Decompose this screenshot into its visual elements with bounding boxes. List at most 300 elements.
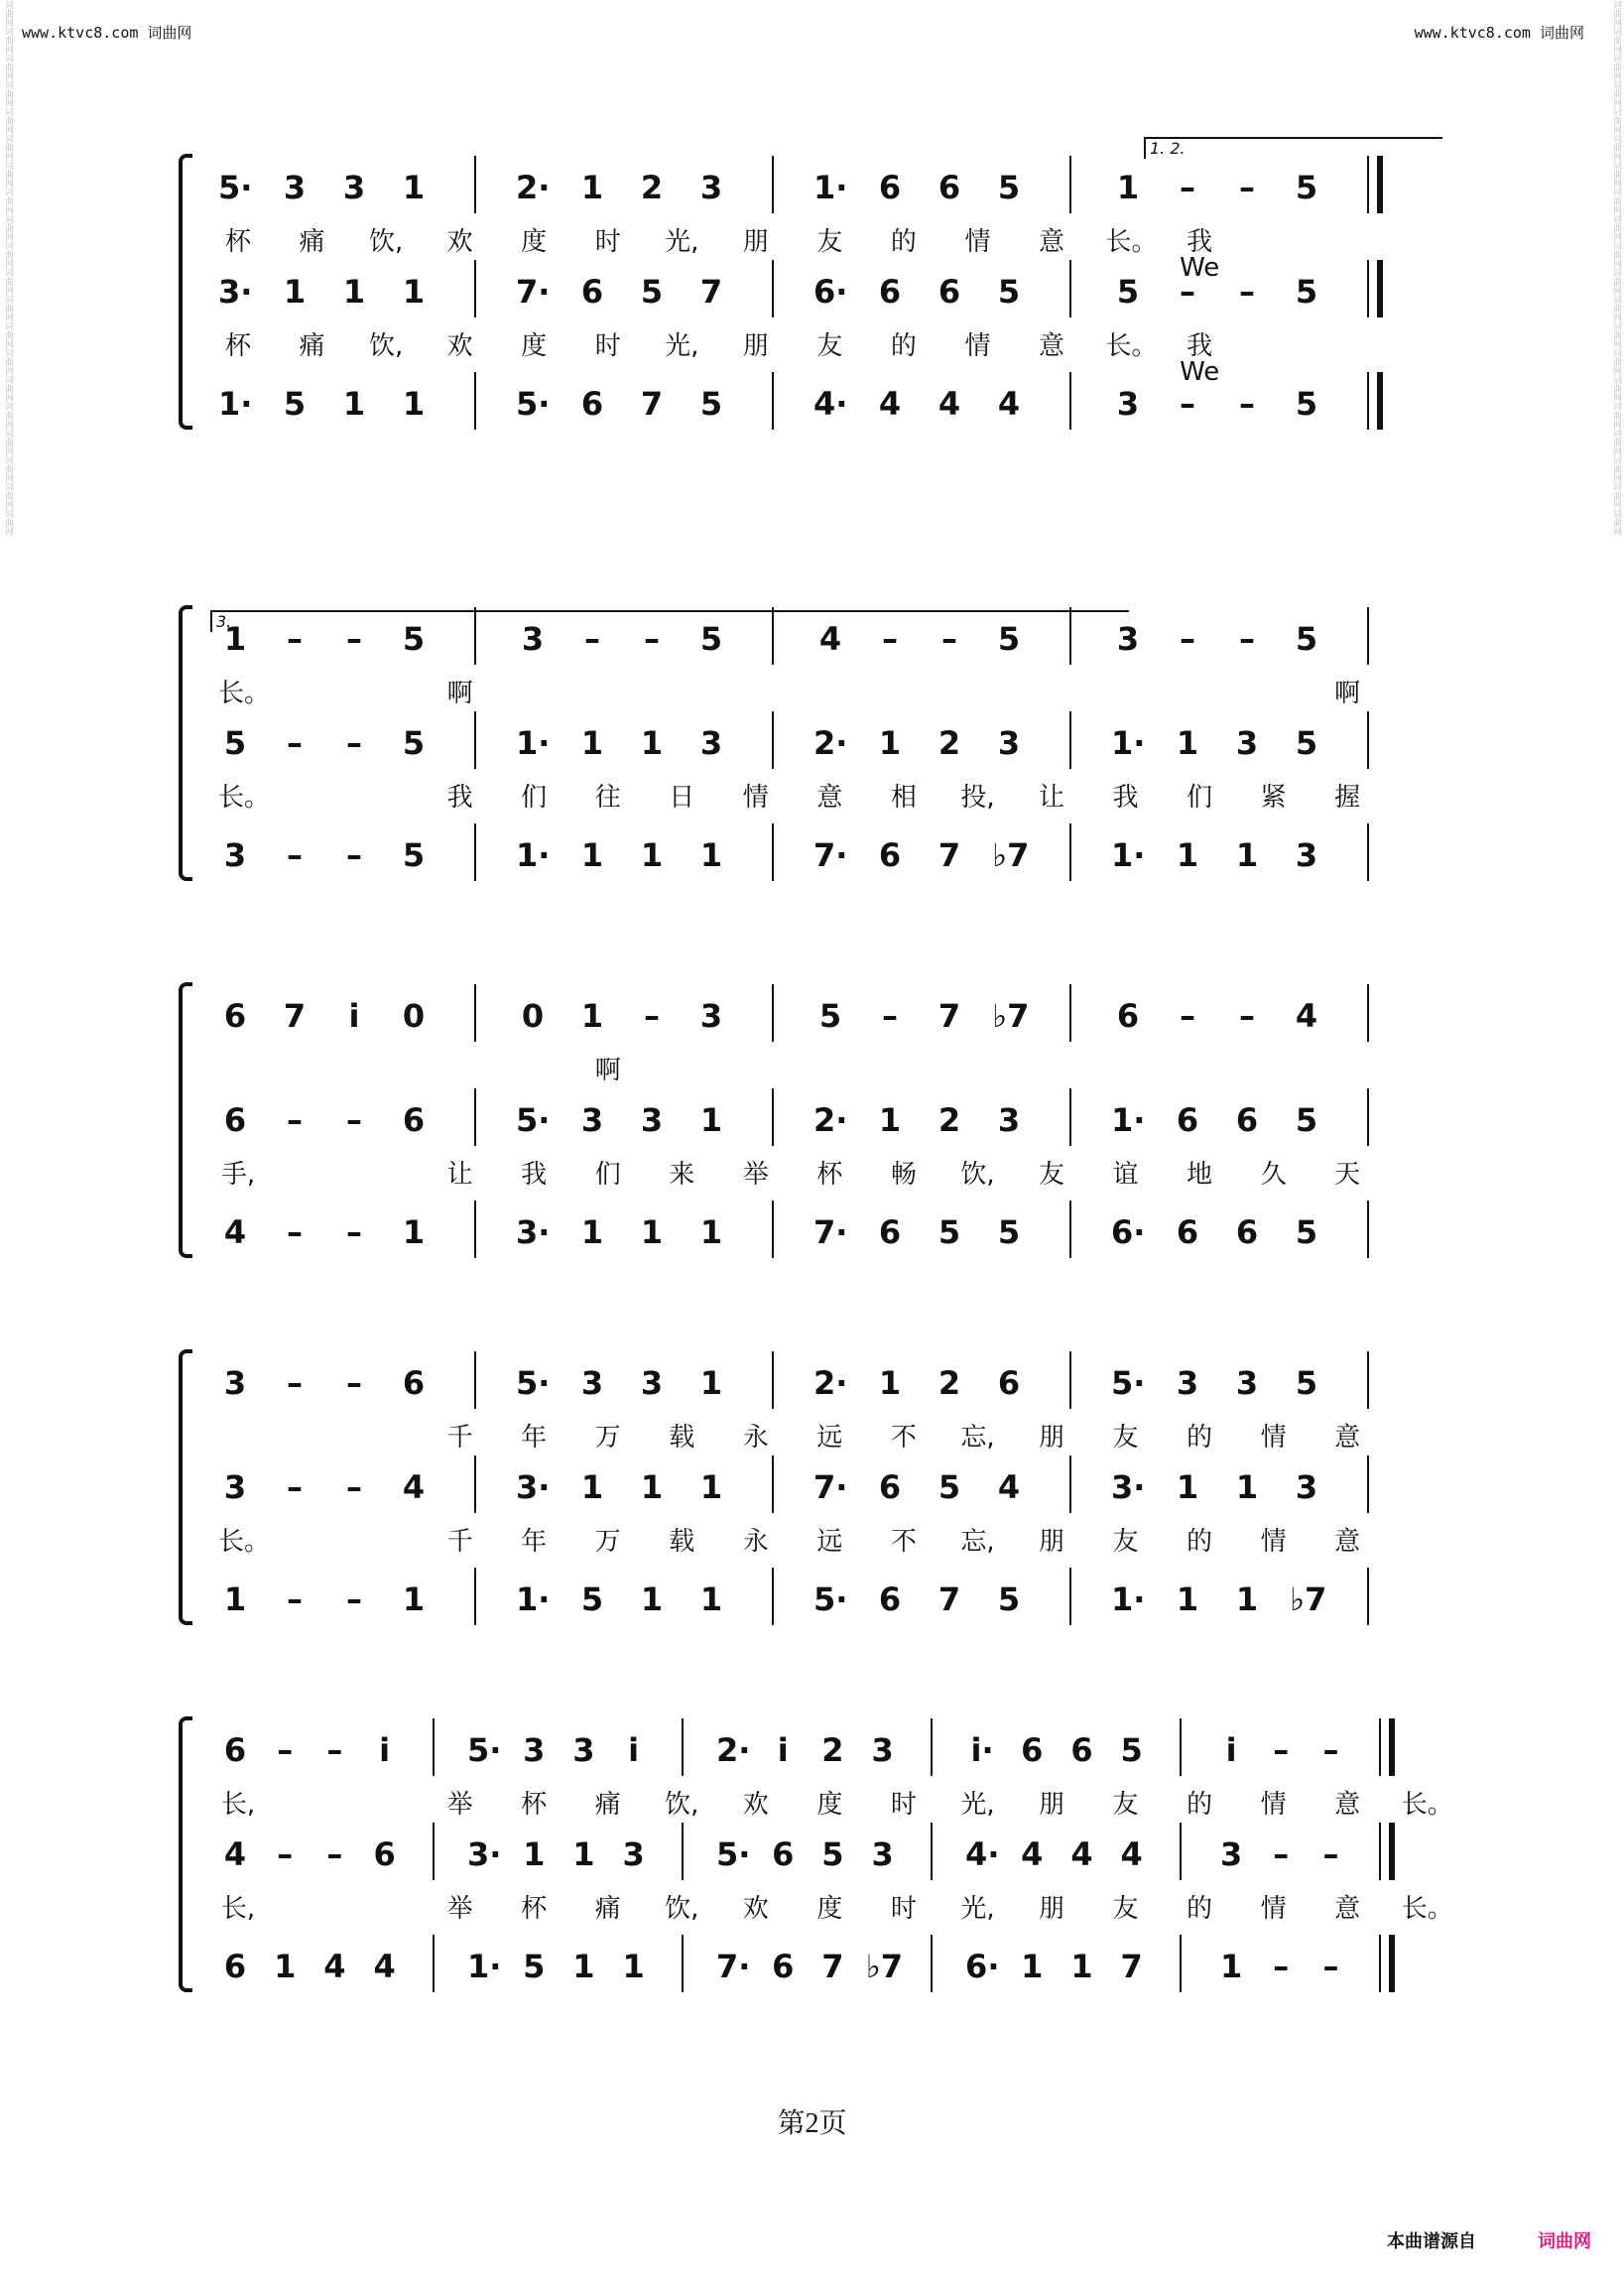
system-brace <box>179 982 192 1258</box>
note: 6 <box>878 836 902 875</box>
note: 3· <box>467 1835 502 1873</box>
lyric: 情 <box>742 782 769 813</box>
note: – <box>346 724 362 762</box>
lyric-extra: We <box>1180 356 1220 387</box>
barline <box>1367 984 1369 1042</box>
lyric-line <box>218 674 1438 713</box>
lyric: 欢 <box>742 1789 769 1820</box>
note: 1 <box>1021 1948 1044 1986</box>
lyric-extra: We <box>1180 252 1220 283</box>
note: 6· <box>965 1948 1000 1986</box>
system-1 <box>179 164 1443 461</box>
notation-line <box>218 1726 1438 1774</box>
note: 1· <box>516 724 551 762</box>
note: i <box>777 1731 789 1769</box>
note: 1· <box>516 1581 551 1619</box>
lyric: 握 <box>1334 782 1361 813</box>
lyric: 谊 <box>1112 1159 1139 1190</box>
lyric: 的 <box>1187 1422 1213 1453</box>
note: 5 <box>283 385 307 424</box>
note: 4 <box>937 385 961 424</box>
lyric: 度 <box>816 1789 843 1820</box>
note: 5· <box>467 1731 502 1769</box>
note: 1 <box>580 724 604 762</box>
barline <box>1367 711 1369 769</box>
note: 6 <box>937 169 961 206</box>
lyric: 光, <box>665 226 699 257</box>
lyric: 手, <box>220 1159 256 1190</box>
note: i <box>1225 1731 1237 1769</box>
note: – <box>1273 1948 1290 1986</box>
notation-line <box>218 831 1438 879</box>
lyric: 我 <box>521 1159 548 1190</box>
note: 1 <box>342 273 366 311</box>
watermark-right: 词曲网词曲网词曲网词曲网词曲网词曲网词曲网词曲网词曲网词曲网词曲网词曲网词曲网词曲网词曲网词曲网词曲网词曲网词曲网词曲网 <box>1611 0 1621 536</box>
note: – <box>644 997 660 1035</box>
lyric: 光, <box>665 330 699 361</box>
lyric: 啊 <box>1334 678 1361 708</box>
lyric: 情 <box>964 330 991 361</box>
lyric: 长, <box>220 1893 256 1924</box>
note: – <box>277 1835 294 1873</box>
note: 6 <box>1070 1731 1093 1769</box>
end-barline <box>1367 372 1383 430</box>
lyric-line <box>218 1418 1438 1457</box>
barline <box>931 1823 933 1880</box>
note: 1 <box>572 1948 595 1986</box>
note: 2· <box>716 1731 751 1769</box>
note: 5 <box>699 620 723 658</box>
note: 3· <box>516 1468 551 1506</box>
lyric: 往 <box>594 782 621 813</box>
note: 3 <box>1116 620 1140 658</box>
lyric: 天 <box>1334 1159 1361 1190</box>
note: 1 <box>699 1468 723 1506</box>
note: – <box>882 997 898 1035</box>
lyric: 的 <box>890 226 917 257</box>
lyric: 友 <box>1038 1159 1064 1190</box>
lyric: 情 <box>1260 1893 1287 1924</box>
barline <box>772 372 774 430</box>
note: 2 <box>640 169 664 206</box>
note: – <box>346 1101 362 1139</box>
lyric: 度 <box>521 330 548 361</box>
notation-line <box>218 1208 1438 1256</box>
lyric: 的 <box>1187 1526 1213 1557</box>
note: 6 <box>878 1581 902 1619</box>
lyric: 千 <box>446 1526 473 1557</box>
lyric-line <box>218 1522 1438 1562</box>
note: 4 <box>1021 1835 1044 1873</box>
barline <box>682 1935 684 1992</box>
note: 5· <box>516 385 551 424</box>
lyric: 永 <box>742 1422 769 1453</box>
note: 1 <box>878 1101 902 1139</box>
note: 4 <box>323 1948 346 1986</box>
header-left: www.ktvc8.com 词曲网 <box>22 24 192 42</box>
note: – <box>1180 385 1195 424</box>
lyric: 朋 <box>1038 1526 1064 1557</box>
note: 2 <box>937 1101 961 1139</box>
note: 1 <box>640 1581 664 1619</box>
note: 3 <box>223 1468 247 1506</box>
notation-line <box>218 1463 1438 1511</box>
note: 1 <box>699 1364 723 1402</box>
lyric: 永 <box>742 1526 769 1557</box>
barline <box>1069 260 1071 317</box>
barline <box>1069 372 1071 430</box>
note: 1 <box>1235 1581 1259 1619</box>
lyric: 意 <box>1334 1526 1361 1557</box>
barline <box>1069 1455 1071 1513</box>
note: – <box>346 1364 362 1402</box>
note: 7 <box>937 997 961 1035</box>
note: 5 <box>1295 1364 1318 1402</box>
lyric: 欢 <box>742 1893 769 1924</box>
note: 6 <box>937 273 961 311</box>
note: 1 <box>640 836 664 875</box>
note: 1· <box>1111 724 1146 762</box>
lyric: 度 <box>521 226 548 257</box>
lyric: 让 <box>446 1159 473 1190</box>
barline <box>474 984 476 1042</box>
volta-third: 3. <box>210 610 1129 632</box>
lyric: 光, <box>960 1789 995 1820</box>
note: – <box>287 724 303 762</box>
source-brand: 词曲网 <box>1538 2231 1591 2252</box>
note: 6 <box>1176 1101 1199 1139</box>
barline <box>1069 156 1071 213</box>
lyric-line <box>218 326 1438 387</box>
lyric: 来 <box>669 1159 695 1190</box>
note: 7· <box>813 1468 848 1506</box>
lyric: 光, <box>960 1893 995 1924</box>
barline <box>1367 607 1369 665</box>
lyric: 朋 <box>1038 1893 1064 1924</box>
barline <box>474 823 476 881</box>
lyric: 紧 <box>1260 782 1287 813</box>
notation-line <box>218 268 1438 316</box>
barline <box>772 1088 774 1146</box>
note: 7· <box>813 836 848 875</box>
page-number: 第2页 <box>777 2108 847 2139</box>
barline <box>1069 711 1071 769</box>
note: i· <box>970 1731 994 1769</box>
lyric: 痛 <box>594 1789 621 1820</box>
barline <box>1069 1568 1071 1625</box>
note: 3 <box>699 169 723 206</box>
lyric: 情 <box>1260 1526 1287 1557</box>
notation-line <box>218 1359 1438 1407</box>
note: 1 <box>572 1835 595 1873</box>
note: 3 <box>1219 1835 1243 1873</box>
note: 1 <box>523 1835 546 1873</box>
note: 5 <box>699 385 723 424</box>
lyric: 畅 <box>890 1159 917 1190</box>
note: 3 <box>1235 1364 1259 1402</box>
lyric: 意 <box>1038 226 1064 257</box>
barline <box>474 1568 476 1625</box>
note: 1 <box>223 1581 247 1619</box>
lyric: 情 <box>1260 1789 1287 1820</box>
lyric: 们 <box>521 782 548 813</box>
note: 6 <box>1116 997 1140 1035</box>
note: – <box>287 1581 303 1619</box>
note: 6 <box>223 1101 247 1139</box>
lyric: 我 <box>1187 330 1213 361</box>
lyric: 饮, <box>960 1159 995 1190</box>
lyric: 载 <box>669 1422 695 1453</box>
note: 6 <box>878 1213 902 1252</box>
note: 1· <box>467 1948 502 1986</box>
lyric: 饮, <box>665 1789 699 1820</box>
system-brace <box>179 154 192 430</box>
note: 1· <box>813 169 848 206</box>
note: – <box>287 1101 303 1139</box>
note: 6 <box>402 1364 426 1402</box>
note: 3 <box>1116 385 1140 424</box>
barline <box>772 1455 774 1513</box>
note: – <box>326 1731 343 1769</box>
barline <box>1180 1718 1182 1776</box>
note: 5 <box>1295 620 1318 658</box>
note: 7 <box>699 273 723 311</box>
note: 1 <box>1070 1948 1093 1986</box>
note: 3 <box>1295 1468 1318 1506</box>
note: 1 <box>699 836 723 875</box>
note: 7 <box>821 1948 844 1986</box>
note: – <box>277 1731 294 1769</box>
note: 5 <box>818 997 842 1035</box>
note: 3 <box>572 1731 595 1769</box>
lyric: 时 <box>594 226 621 257</box>
note: – <box>1180 169 1195 206</box>
note: 6 <box>1235 1213 1259 1252</box>
note: 2 <box>937 1364 961 1402</box>
lyric: 载 <box>669 1526 695 1557</box>
note: – <box>1239 620 1255 658</box>
note: 2· <box>813 1364 848 1402</box>
note: 0 <box>521 997 545 1035</box>
note: 1 <box>283 273 307 311</box>
lyric: 意 <box>1334 1422 1361 1453</box>
barline <box>1069 1088 1071 1146</box>
lyric: 痛 <box>299 330 325 361</box>
note: 3 <box>997 724 1021 762</box>
lyric: 痛 <box>594 1893 621 1924</box>
note: 1 <box>1219 1948 1243 1986</box>
note: 3 <box>283 169 307 206</box>
lyric: 朋 <box>742 330 769 361</box>
note: 2 <box>821 1731 844 1769</box>
lyric: 不 <box>890 1526 917 1557</box>
source-label: 本曲谱源自 <box>1387 2231 1476 2252</box>
barline <box>1367 823 1369 881</box>
note: 5 <box>402 724 426 762</box>
lyric: 情 <box>964 226 991 257</box>
note: 3· <box>1111 1468 1146 1506</box>
lyric: 千 <box>446 1422 473 1453</box>
notation-line <box>218 1096 1438 1144</box>
barline <box>474 1351 476 1409</box>
note: 1 <box>1235 836 1259 875</box>
barline <box>682 1823 684 1880</box>
note: – <box>644 620 660 658</box>
note: 3 <box>342 169 366 206</box>
barline <box>1367 1088 1369 1146</box>
note: 2 <box>937 724 961 762</box>
note: 7· <box>516 273 551 311</box>
note: 5 <box>640 273 664 311</box>
note: 1 <box>699 1581 723 1619</box>
note: 1 <box>402 273 426 311</box>
note: 3 <box>1235 724 1259 762</box>
lyric: 杯 <box>521 1789 548 1820</box>
note: – <box>1322 1731 1339 1769</box>
barline <box>474 260 476 317</box>
note: 1 <box>402 1581 426 1619</box>
barline <box>772 1568 774 1625</box>
notation-line <box>218 1831 1438 1878</box>
lyric-line <box>218 778 1438 818</box>
lyric-line <box>218 1155 1438 1195</box>
barline <box>682 1718 684 1776</box>
note: 1 <box>878 724 902 762</box>
note: 3 <box>640 1364 664 1402</box>
note: 3 <box>223 1364 247 1402</box>
note: i <box>628 1731 640 1769</box>
note: 6 <box>580 273 604 311</box>
note: – <box>287 620 303 658</box>
note: 1 <box>1116 169 1140 206</box>
note: 7 <box>937 1581 961 1619</box>
note: 1 <box>223 620 247 658</box>
note: 5· <box>813 1581 848 1619</box>
note: 1 <box>342 385 366 424</box>
lyric: 我 <box>446 782 473 813</box>
lyric: 让 <box>1038 782 1064 813</box>
note: 1 <box>274 1948 297 1986</box>
barline <box>1367 1455 1369 1513</box>
barline <box>474 711 476 769</box>
notation-line <box>218 992 1438 1040</box>
note: 5 <box>937 1213 961 1252</box>
lyric: 欢 <box>446 330 473 361</box>
note: i <box>348 997 360 1035</box>
barline <box>772 1351 774 1409</box>
note: 4 <box>818 620 842 658</box>
note: 5· <box>218 169 253 206</box>
note: 5· <box>516 1364 551 1402</box>
lyric-line <box>218 1051 1438 1090</box>
lyric: 杯 <box>224 330 251 361</box>
note: 4 <box>997 1468 1021 1506</box>
notation-line <box>218 1576 1438 1623</box>
note: – <box>1239 169 1255 206</box>
system-brace <box>179 1349 192 1625</box>
system-3 <box>179 992 1443 1290</box>
barline <box>1069 1351 1071 1409</box>
note: 5 <box>997 169 1021 206</box>
lyric-line <box>218 222 1438 283</box>
note: – <box>346 1581 362 1619</box>
lyric: 时 <box>890 1789 917 1820</box>
note: 5 <box>997 620 1021 658</box>
system-4 <box>179 1359 1443 1657</box>
lyric: 杯 <box>521 1893 548 1924</box>
note: 1 <box>640 724 664 762</box>
note: 4 <box>223 1835 247 1873</box>
end-barline <box>1379 1823 1395 1880</box>
note: 6 <box>1235 1101 1259 1139</box>
note: ♭7 <box>865 1948 903 1986</box>
note: 5 <box>997 1213 1021 1252</box>
lyric: 的 <box>1187 1893 1213 1924</box>
note: 5 <box>997 1581 1021 1619</box>
note: 3 <box>580 1101 604 1139</box>
lyric: 朋 <box>742 226 769 257</box>
note: 1 <box>1176 836 1199 875</box>
note: 4· <box>965 1835 1000 1873</box>
lyric: 杯 <box>224 226 251 257</box>
lyric: 长。 <box>218 678 271 708</box>
lyric: 时 <box>594 330 621 361</box>
lyric: 的 <box>890 330 917 361</box>
lyric-line <box>218 1889 1453 1929</box>
note: 1· <box>1111 1581 1146 1619</box>
note: 4 <box>373 1948 396 1986</box>
note: 4 <box>402 1468 426 1506</box>
note: 5· <box>1111 1364 1146 1402</box>
note: 1 <box>622 1948 645 1986</box>
lyric: 忘, <box>960 1422 995 1453</box>
barline <box>474 372 476 430</box>
note: – <box>287 1364 303 1402</box>
lyric: 友 <box>816 226 843 257</box>
note: 5 <box>821 1835 844 1873</box>
note: 1 <box>699 1213 723 1252</box>
note: – <box>1322 1835 1339 1873</box>
note: 3 <box>1176 1364 1199 1402</box>
note: 5 <box>1116 273 1140 311</box>
barline <box>1069 1201 1071 1258</box>
barline <box>474 1088 476 1146</box>
note: 6 <box>772 1948 795 1986</box>
lyric: 啊 <box>446 678 473 708</box>
note: – <box>1239 385 1255 424</box>
note: 5 <box>1120 1731 1143 1769</box>
lyric: 痛 <box>299 226 325 257</box>
note: 5 <box>523 1948 546 1986</box>
lyric: 忘, <box>960 1526 995 1557</box>
lyric: 久 <box>1260 1159 1287 1190</box>
barline <box>772 156 774 213</box>
barline <box>772 984 774 1042</box>
note: 4 <box>1120 1835 1143 1873</box>
note: 3 <box>699 724 723 762</box>
note: 1· <box>1111 836 1146 875</box>
note: 5 <box>1295 1213 1318 1252</box>
lyric: 地 <box>1187 1159 1213 1190</box>
note: – <box>326 1835 343 1873</box>
note: – <box>1239 273 1255 311</box>
notation-line <box>218 1943 1438 1990</box>
note: 5 <box>402 836 426 875</box>
lyric: 饮, <box>368 330 404 361</box>
system-5 <box>179 1726 1453 2024</box>
barline <box>1367 1201 1369 1258</box>
note: 3 <box>1295 836 1318 875</box>
